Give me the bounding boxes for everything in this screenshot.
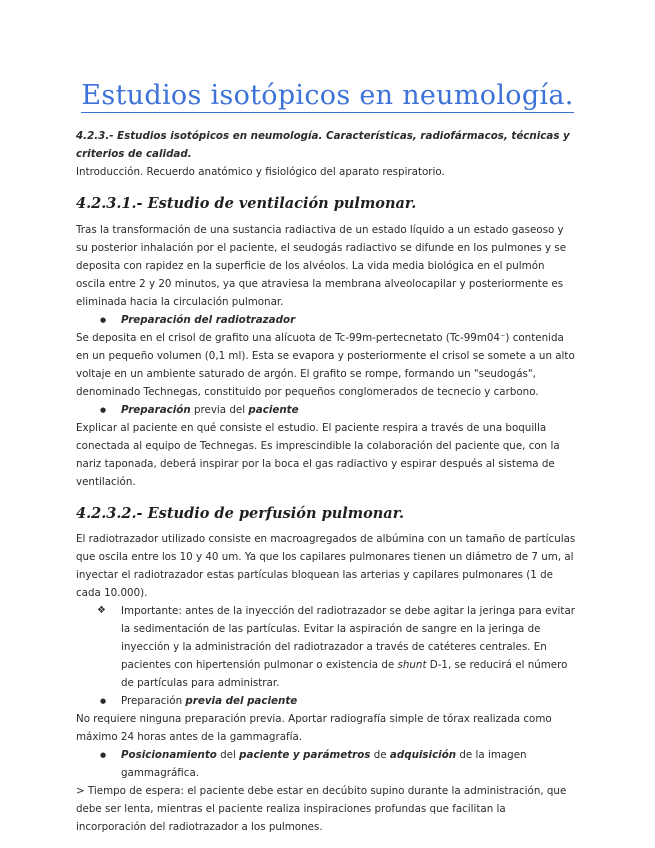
- bullet-item: ● Preparación previa del paciente: [76, 401, 576, 419]
- perfusion-paragraph-1: El radiotrazador utilizado consiste en macroagregados de albúmina con un tamaño de partículas que oscila entre los 10 y 40 um. Ya que los capilares pulmonares tienen un diámetro de 7 um, al inyectar el radiotrazador estas partículas bloquean las arterias y capilares pulmonares (1 de cada 10.000).: [76, 533, 576, 599]
- bullet-dot-icon: ●: [100, 406, 107, 414]
- diamond-bullet-icon: ❖: [97, 605, 106, 616]
- page-title: Estudios isotópicos en neumología.: [81, 80, 574, 111]
- bullet-item: ● Preparación previa del paciente: [76, 692, 576, 710]
- important-note: ❖ Importante: antes de la inyección del radiotrazador se debe agitar la jeringa para evitar la sedimentación de las partículas. Evitar la aspiración de sangre en la jeringa de inyección y la administración del radiotrazador a través de catéteres centrales. En pacientes con hipertensión pulmonar o existencia de shunt D-1, se reducirá el número de partículas para administrar.: [76, 602, 576, 692]
- bullet-item: ● Posicionamiento del paciente y parámetros de adquisición de la imagen gammagráfica.: [76, 746, 576, 782]
- bullet-item: ● Preparación del radiotrazador: [76, 311, 576, 329]
- bullet-dot-icon: ●: [100, 697, 107, 705]
- bullet-dot-icon: ●: [100, 316, 107, 324]
- section-heading-perfusion: 4.2.3.2.- Estudio de perfusión pulmonar.: [76, 505, 405, 522]
- ventilation-paragraph-3: Explicar al paciente en qué consiste el estudio. El paciente respira a través de una boquilla conectada al equipo de Technegas. Es imprescindible la colaboración del paciente que, con la nariz taponada, deberá inspirar por la boca el gas radiactivo y espirar después al sistema de ventilación.: [76, 422, 560, 488]
- document-body: [76, 127, 576, 836]
- perfusion-paragraph-3: > Tiempo de espera: el paciente debe estar en decúbito supino durante la administración, que debe ser lenta, mientras el paciente realiza inspiraciones profundas que facilitan la incorporación del radiotrazador a los pulmones.: [76, 785, 567, 833]
- section-heading-ventilation: 4.2.3.1.- Estudio de ventilación pulmonar.: [76, 195, 417, 212]
- ventilation-paragraph-2: Se deposita en el crisol de grafito una alícuota de Tc-99m-pertecnetato (Tc-99m04⁻) contenida en un pequeño volumen (0,1 ml). Esta se evapora y posteriormente el crisol se somete a un alto voltaje en un ambiente saturado de argón. El grafito se rompe, formando un "seudogás", denominado Technegas, constituido por pequeños conglomerados de tecnecio y carbono.: [76, 332, 575, 398]
- bullet-dot-icon: ●: [100, 751, 107, 759]
- ventilation-paragraph-1: Tras la transformación de una sustancia radiactiva de un estado líquido a un estado gaseoso y su posterior inhalación por el paciente, el seudogás radiactivo se difunde en los pulmones y se deposita con rapidez en la superficie de los alvéolos. La vida media biológica en el pulmón oscila entre 2 y 20 minutos, ya que atraviesa la membrana alveolocapilar y posteriormente es eliminada hacia la circulación pulmonar.: [76, 224, 567, 308]
- section-subtitle: 4.2.3.- Estudios isotópicos en neumología. Características, radiofármacos, técnicas y criterios de calidad.: [76, 130, 570, 160]
- intro-line: Introducción. Recuerdo anatómico y fisiológico del aparato respiratorio.: [76, 166, 445, 178]
- perfusion-paragraph-2: No requiere ninguna preparación previa. Aportar radiografía simple de tórax realizada como máximo 24 horas antes de la gammagrafía.: [76, 713, 552, 743]
